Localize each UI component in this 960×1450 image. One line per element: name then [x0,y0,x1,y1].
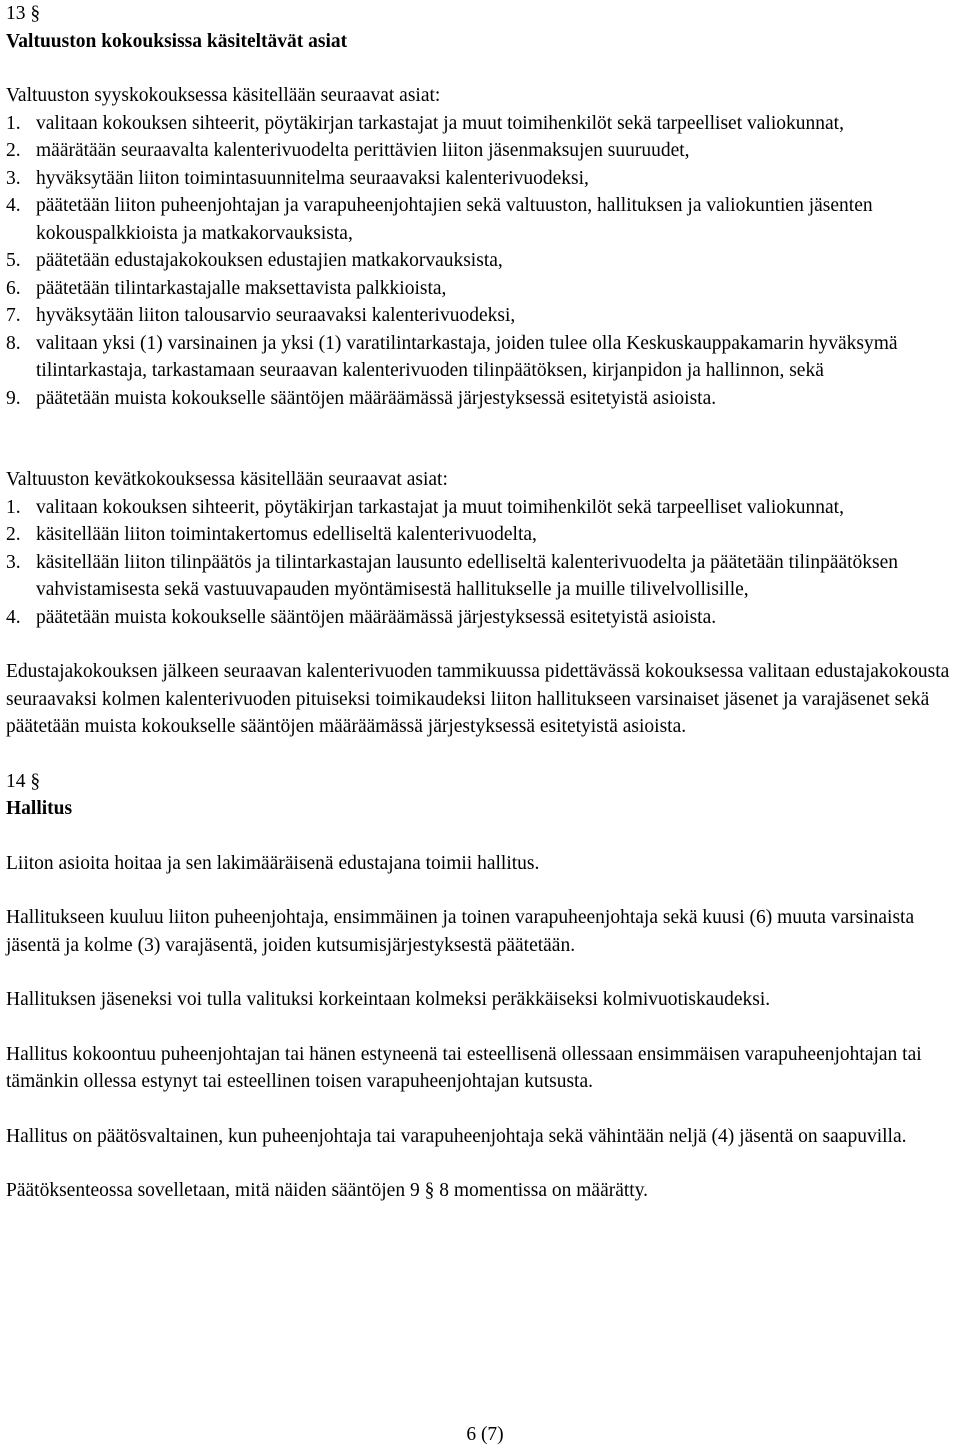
list-item-number: 2. [6,140,21,161]
spring-meeting-list [6,494,956,632]
list-item [6,110,956,138]
list-item-text: valitaan yksi (1) varsinainen ja yksi (1) varatilintarkastaja, joiden tulee olla Keskuskauppakamarin hyväksymä tilintarkastaja, tarkastamaan seuraavan kalenterivuoden tilinpäätöksen, kirjanpidon ja hallinnon, sekä [36,332,898,381]
list-item-number: 5. [6,250,21,271]
section-14-paragraph: Päätöksenteossa sovelletaan, mitä näiden sääntöjen 9 § 8 momentissa on määrätty. [6,1180,649,1201]
list-item-text: päätetään muista kokoukselle sääntöjen määräämässä järjestyksessä esitetyistä asioista. [36,606,717,628]
list-item [6,302,956,330]
list-item-number: 4. [6,606,21,628]
list-item [6,604,956,632]
autumn-meeting-list [6,110,956,413]
list-item [6,247,956,275]
section-14-title: Hallitus [6,798,73,819]
list-item-number: 4. [6,195,21,216]
section-14-paragraph: Hallituksen jäseneksi voi tulla valituksi korkeintaan kolmeksi peräkkäiseksi kolmivuotiskaudeksi. [6,989,771,1010]
section-13-closing-paragraph: Edustajakokouksen jälkeen seuraavan kalenterivuoden tammikuussa pidettävässä kokouksessa valitaan edustajakokousta seuraavaksi kolmen kalenterivuoden pituiseksi toimikaudeksi liiton hallitukseen varsinaiset jäsenet ja varajäsenet sekä päätetään muista kokoukselle sääntöjen määräämässä järjestyksessä esitetyistä asioista. [6,661,950,737]
list-item-number: 8. [6,332,21,354]
list-item-number: 1. [6,496,21,518]
list-item-text: hyväksytään liiton talousarvio seuraavaksi kalenterivuodeksi, [36,305,516,326]
spring-meeting-intro: Valtuuston kevätkokouksessa käsitellään seuraavat asiat: [6,469,448,490]
list-item [6,330,956,385]
list-item-number: 6. [6,277,21,299]
list-item-number: 2. [6,524,21,545]
section-14-paragraph: Hallitus on päätösvaltainen, kun puheenjohtaja tai varapuheenjohtaja sekä vähintään neljä (4) jäsentä on saapuvilla. [6,1125,907,1147]
list-item [6,275,956,303]
list-item-text: valitaan kokouksen sihteerit, pöytäkirjan tarkastajat ja muut toimihenkilöt sekä tarpeelliset valiokunnat, [36,112,844,134]
list-item [6,385,956,413]
section-14-paragraph: Hallitus kokoontuu puheenjohtajan tai hänen estyneenä tai esteellisenä ollessaan ensimmäisen varapuheenjohtajan tai tämänkin ollessa estynyt tai esteellinen toisen varapuheenjohtajan kutsusta. [6,1043,922,1092]
page-number: 6 (7) [466,1424,504,1445]
list-item-text: käsitellään liiton toimintakertomus edelliseltä kalenterivuodelta, [36,524,537,545]
list-item-text: päätetään tilintarkastajalle maksettavista palkkioista, [36,277,447,299]
list-item [6,494,956,522]
list-item-text: päätetään liiton puheenjohtajan ja varapuheenjohtajien sekä valtuuston, hallituksen ja valiokuntien jäsenten kokouspalkkioista ja matkakorvauksista, [36,195,873,244]
section-14-paragraph: Hallitukseen kuuluu liiton puheenjohtaja, ensimmäinen ja toinen varapuheenjohtaja sekä kuusi (6) muuta varsinaista jäsentä ja kolme (3) varajäsentä, joiden kutsumisjärjestyksestä päätetään. [6,907,915,956]
document-page [6,0,956,1205]
list-item-number: 3. [6,167,21,189]
list-item-number: 1. [6,112,21,134]
section-13-number: 13 § [6,3,41,24]
list-item [6,192,956,247]
list-item-text: käsitellään liiton tilinpäätös ja tilintarkastajan lausunto edelliseltä kalenterivuodelta ja päätetään tilinpäätöksen vahvistamisesta sekä vastuuvapauden myöntämisestä hallitukselle ja muille tilivelvollisille, [36,551,899,600]
list-item-number: 3. [6,551,21,573]
list-item-text: päätetään muista kokoukselle sääntöjen määräämässä järjestyksessä esitetyistä asioista. [36,387,717,409]
list-item-number: 9. [6,387,21,409]
list-item-text: määrätään seuraavalta kalenterivuodelta perittävien liiton jäsenmaksujen suuruudet, [36,140,690,161]
list-item-text: päätetään edustajakokouksen edustajien matkakorvauksista, [36,250,503,271]
section-13-title: Valtuuston kokouksissa käsiteltävät asiat [6,30,348,52]
list-item-text: valitaan kokouksen sihteerit, pöytäkirjan tarkastajat ja muut toimihenkilöt sekä tarpeelliset valiokunnat, [36,496,844,518]
section-14-number: 14 § [6,770,41,792]
list-item-text: hyväksytään liiton toimintasuunnitelma seuraavaksi kalenterivuodeksi, [36,167,589,189]
section-14-paragraph: Liiton asioita hoitaa ja sen lakimääräisenä edustajana toimii hallitus. [6,852,540,874]
list-item-number: 7. [6,305,21,326]
list-item [6,521,956,549]
list-item [6,549,956,604]
list-item [6,137,956,165]
list-item [6,165,956,193]
autumn-meeting-intro: Valtuuston syyskokouksessa käsitellään seuraavat asiat: [6,85,441,106]
